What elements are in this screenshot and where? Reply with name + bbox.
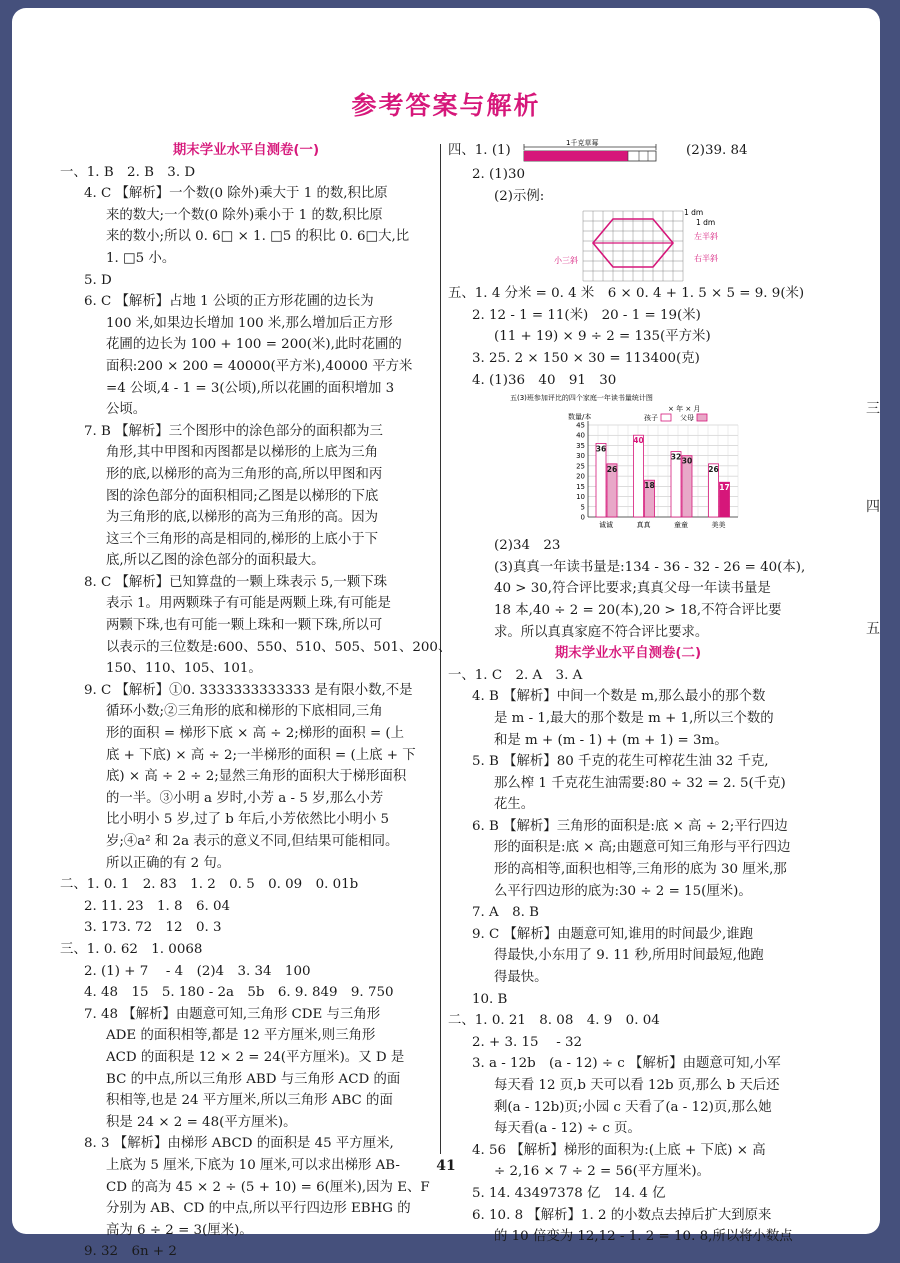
chart-ytick-label: 10 [576,493,585,502]
answer-line: 9. C 【解析】①0. 3333333333333 是有限小数,不是 [84,682,413,698]
answer-line: ADE 的面积相等,都是 12 平方厘米,则三角形 [106,1028,376,1044]
answer-line: 7. B 【解析】三个图形中的涂色部分的面积都为三 [84,423,383,439]
top-right-label: 左半斜 [694,232,718,242]
answer-line: (11 + 19) × 9 ÷ 2 = 135(平方米) [494,329,711,345]
answer-line: 底 + 下底) × 高 ÷ 2;一半梯形的面积 = (上底 + 下 [106,747,416,763]
chart-legend-label: 父母 [680,414,694,423]
answer-line: 一、1. C 2. A 3. A [448,667,583,683]
answer-line: 是 m - 1,最大的那个数是 m + 1,所以三个数的 [494,710,774,726]
answer-line: 比小明小 5 岁,过了 b 年后,小芳依然比小明小 5 [106,812,390,828]
unit-label: 1 dm [684,208,704,218]
answer-line: 2. 11. 23 1. 8 6. 04 [84,898,231,914]
answer-line: 得最快,小东用了 9. 11 秒,所用时间最短,他跑 [494,948,764,964]
chart-ytick-label: 15 [576,482,585,491]
answer-line: 6. C 【解析】占地 1 公顷的正方形花圃的边长为 [84,294,374,310]
chart-bar [596,444,606,518]
chart-data-label: 26 [606,465,618,475]
answer-line: 来的数大;一个数(0 除外)乘小于 1 的数,积比原 [106,207,383,223]
grid-figure-svg [448,207,808,283]
answer-line: 和是 m + (m - 1) + (m + 1) = 3m。 [494,732,728,748]
chart-bar [634,435,644,517]
answer-line: 花圃的边长为 100 + 100 = 200(米),此时花圃的 [106,337,402,353]
answer-line: 10. B [472,991,508,1007]
chart-data-label: 40 [633,436,644,446]
chart-data-label: 32 [670,452,682,462]
answer-line: 每天看(a - 12) ÷ c 页。 [494,1121,641,1137]
answer-line: (2)示例: [494,188,545,204]
answer-line: 5. B 【解析】80 千克的花生可榨花生油 32 千克, [472,754,769,770]
right-section-heading: 期末学业水平自测卷(二) [554,646,702,662]
answer-line: 图的涂色部分的面积相同;乙图是以梯形的下底 [106,488,379,504]
chart-data-label: 30 [681,456,693,466]
s4-line1-prefix: 四、1. (1) [448,143,511,158]
answer-line: 7. 48 【解析】由题意可知,三角形 CDE 与三角形 [84,1006,381,1022]
answer-line: 这三个三角形的高是相同的,梯形的上底小于下 [106,531,379,547]
chart-category-label: 美美 [711,521,726,530]
bar-figure-label: 1千克草莓 [566,139,599,147]
answer-line: 表示 1。用两颗珠子有可能是两颗上珠,有可能是 [106,596,391,612]
answer-line: 角形,其中甲图和丙图都是以梯形的上底为三角 [106,445,379,461]
answer-line: 么平行四边形的底为:30 ÷ 2 = 15(厘米)。 [494,883,752,899]
answer-line: 二、1. 0. 1 2. 83 1. 2 0. 5 0. 09 0. 01b [60,877,359,893]
answer-line: 的一半。③小明 a 岁时,小芳 a - 5 岁,那么小芳 [106,790,384,806]
answer-line: 9. 32 6n + 2 [84,1244,177,1260]
answer-line: 8. C 【解析】已知算盘的一颗上珠表示 5,一颗下珠 [84,574,387,590]
bar-chart [448,391,808,535]
answer-line: 4. (1)36 40 91 30 [472,372,617,388]
chart-ytick-label: 5 [580,503,585,512]
grid-figure [448,207,808,283]
answer-line: 那么榨 1 千克花生油需要:80 ÷ 32 = 2. 5(千克) [494,775,786,791]
answer-line: 150、110、105、101。 [106,661,262,677]
answer-line: 一、1. B 2. B 3. D [60,164,196,180]
answer-line: =4 公顷,4 - 1 = 3(公顷),所以花圃的面积增加 3 [106,380,395,396]
answer-line: 底) × 高 ÷ 2 ÷ 2;显然三角形的面积大于梯形面积 [106,769,407,785]
answer-line: 来的数小;所以 0. 6□ × 1. □5 的积比 0. 6□大,比 [106,229,410,245]
page [12,8,880,1260]
chart-legend-swatch [661,414,671,421]
answer-line: 8. 3 【解析】由梯形 ABCD 的面积是 45 平方厘米, [84,1136,394,1152]
answer-line: 花生。 [494,797,535,813]
chart-ytick-label: 20 [576,472,585,481]
left-answer-lines [60,162,452,1263]
answer-line: (2)34 23 [494,538,561,554]
answer-line: 公顷。 [106,402,147,418]
chart-ytick-label: 35 [576,442,585,451]
answer-line: 1. □5 小。 [106,250,176,266]
chart-ytick-label: 45 [576,421,585,430]
answer-line: 五、1. 4 分米 = 0. 4 米 6 × 0. 4 + 1. 5 × 5 = 9. 9(米) [448,286,805,302]
s4-line1-suffix: (2)39. 84 [686,143,748,158]
answer-line: 所以正确的有 2 句。 [106,855,231,871]
answer-line: 40 > 30,符合评比要求;真真父母一年读书量是 [494,581,771,597]
answer-line [448,140,808,164]
chart-ytick-label: 0 [580,513,585,522]
answer-line: 二、1. 0. 21 8. 08 4. 9 0. 04 [448,1013,660,1029]
chart-ylabel: 数量/本 [568,413,592,422]
answer-line: 形的底,以梯形的高为三角形的高,所以甲图和丙 [106,466,383,482]
answer-line: 为三角形的底,以梯形的高为三角形的高。因为 [106,510,379,526]
answer-line: 求。所以真真家庭不符合评比要求。 [494,624,709,640]
answer-line: 上底为 5 厘米,下底为 10 厘米,可以求出梯形 AB- [106,1157,400,1173]
chart-legend-swatch [697,414,707,421]
answer-line: 底,所以乙图的涂色部分的面积最大。 [106,553,325,569]
answer-line: 4. B 【解析】中间一个数是 m,那么最小的那个数 [472,689,766,705]
margin-mark: 三 [866,401,880,417]
unit-label-2: 1 dm [696,218,716,228]
page-title: 参考答案与解析 [351,91,541,120]
answer-line: 面积:200 × 200 = 40000(平方米),40000 平方米 [106,358,413,374]
answer-line: 2. 12 - 1 = 11(米) 20 - 1 = 19(米) [472,307,701,323]
margin-mark: 四 [866,499,880,515]
chart-category-label: 童童 [674,521,688,530]
answer-line: 高为 6 ÷ 2 = 3(厘米)。 [106,1222,253,1238]
answer-line: 得最快。 [494,970,548,986]
answer-line: ÷ 2,16 × 7 ÷ 2 = 56(平方厘米)。 [494,1164,710,1180]
answer-line: 三、1. 0. 62 1. 0068 [60,941,203,957]
answer-line: 积相等,也是 24 平方厘米,所以三角形 ABC 的面 [106,1093,393,1109]
answer-line: 2. (1)30 [472,167,526,182]
answer-line: ACD 的面积是 12 × 2 = 24(平方厘米)。又 D 是 [106,1049,405,1065]
chart-category-label: 真真 [636,521,651,530]
chart-data-label: 18 [644,481,655,491]
answer-line: 分别为 AB、CD 的中点,所以平行四边形 EBHG 的 [106,1201,411,1217]
answer-line: 6. B 【解析】三角形的面积是:底 × 高 ÷ 2;平行四边 [472,818,788,834]
answer-line: 5. D [84,272,112,288]
s5-lines [448,283,808,391]
answer-line: 两颗下珠,也有可能一颗上珠和一颗下珠,所以可 [106,618,383,634]
answer-line: 形的高相等,面积也相等,三角形的底为 30 厘米,那 [494,862,787,878]
chart-ytick-label: 40 [576,431,585,440]
answer-line: 形的面积是:底 × 高;由题意可知三角形与平行四边 [494,840,791,856]
chart-title: 五(3)班参加评比的四个家庭一年读书量统计图 [510,394,653,403]
answer-line: 6. 10. 8 【解析】1. 2 的小数点去掉后扩大到原来 [472,1207,772,1223]
answer-line: 循环小数;②三角形的底和梯形的下底相同,三角 [106,704,383,720]
answer-line: BC 的中点,所以三角形 ABD 与三角形 ACD 的面 [106,1071,401,1087]
answer-line: 2. + 3. 15 - 32 [472,1034,583,1050]
chart-ytick-label: 25 [576,462,585,471]
answer-line: 9. C 【解析】由题意可知,谁用的时间最少,谁跑 [472,926,754,942]
chart-ytick-label: 30 [576,452,585,461]
answer-line: 每天看 12 页,b 天可以看 12b 页,那么 b 天后还 [494,1078,780,1093]
answer-line: 形的面积 = 梯形下底 × 高 ÷ 2;梯形的面积 = (上 [106,726,405,742]
left-section-heading: 期末学业水平自测卷(一) [172,143,320,158]
answer-line: 18 本,40 ÷ 2 = 20(本),20 > 18,不符合评比要 [494,602,782,618]
page-number: 41 [436,1158,456,1174]
left-column [60,140,452,1263]
answer-line: (3)真真一年读书量是:134 - 36 - 32 - 26 = 40(本), [494,559,806,575]
answer-line: 岁;④a² 和 2a 表示的意义不同,但结果可能相同。 [106,834,399,849]
answer-line: 的 10 倍变为 12,12 - 1. 2 = 10. 8,所以将小数点 [494,1229,793,1245]
chart-legend-label: 孩子 [644,414,658,423]
answer-line: 4. 48 15 5. 180 - 2a 5b 6. 9. 849 9. 750 [84,985,394,1001]
chart-date-note: × 年 × 月 [668,405,701,414]
chart-category-label: 诚诚 [599,521,613,530]
s5-lines-b [448,535,808,643]
answer-line: 7. A 8. B [472,905,539,921]
bottom-right-label: 右半斜 [694,254,718,264]
chart-data-label: 17 [719,483,730,493]
answer-line: 4. 56 【解析】梯形的面积为:(上底 + 下底) × 高 [472,1142,766,1158]
right-column [448,140,808,1248]
answer-line: 5. 14. 43497378 亿 14. 4 亿 [472,1185,666,1201]
s4-lines [448,164,808,207]
chart-data-label: 36 [595,444,607,454]
answer-line: 4. C 【解析】一个数(0 除外)乘大于 1 的数,积比原 [84,186,388,202]
chart-data-label: 26 [708,465,719,475]
strawberry-bar-figure [520,136,670,162]
answer-line: 3. 173. 72 12 0. 3 [84,920,222,936]
answer-line: 以表示的三位数是:600、550、510、505、501、200、 [106,639,452,655]
answer-line: 3. a - 12b (a - 12) ÷ c 【解析】由题意可知,小军 [472,1056,781,1072]
answer-line: 3. 25. 2 × 150 × 30 = 113400(克) [472,350,700,366]
answer-line: 剩(a - 12b)页;小园 c 天看了(a - 12)页,那么她 [494,1099,772,1115]
answer-line: 100 米,如果边长增加 100 米,那么增加后正方形 [106,315,393,331]
bar-chart-svg [448,391,808,535]
answer-line: 2. (1) + 7 - 4 (2)4 3. 34 100 [84,963,311,979]
margin-mark: 五 [866,621,880,637]
answer-line: CD 的高为 45 × 2 ÷ (5 + 10) = 6(厘米),因为 E、F [106,1179,430,1195]
answer-line: 积是 24 × 2 = 48(平方厘米)。 [106,1114,297,1130]
left-label: 小三斜 [554,256,578,266]
